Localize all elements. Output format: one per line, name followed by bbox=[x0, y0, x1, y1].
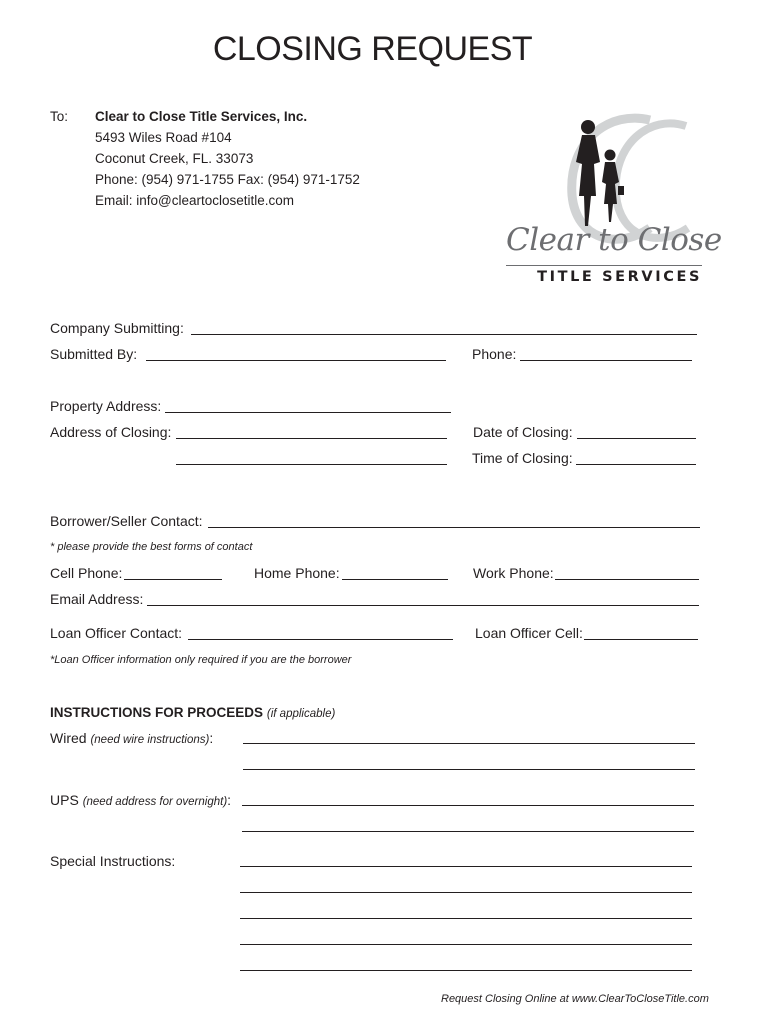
special-instructions-label: Special Instructions: bbox=[50, 853, 176, 869]
home-phone-field[interactable] bbox=[342, 579, 448, 580]
address-line-1: 5493 Wiles Road #104 bbox=[95, 130, 232, 145]
special-instructions-field-4[interactable] bbox=[240, 944, 692, 945]
email-address-field[interactable] bbox=[147, 605, 699, 606]
borrower-seller-contact-label: Borrower/Seller Contact: bbox=[50, 513, 203, 529]
page-title: CLOSING REQUEST bbox=[212, 30, 533, 68]
ups-colon: : bbox=[227, 792, 232, 808]
ups-note: (need address for overnight) bbox=[82, 796, 228, 808]
address-of-closing-field[interactable] bbox=[176, 438, 447, 439]
wired-label bbox=[50, 730, 213, 746]
loan-officer-contact-field[interactable] bbox=[188, 639, 453, 640]
phone-field[interactable] bbox=[520, 360, 692, 361]
proceeds-heading bbox=[50, 704, 335, 720]
ups-label bbox=[50, 792, 231, 808]
ups-field-2[interactable] bbox=[242, 831, 694, 832]
special-instructions-field-3[interactable] bbox=[240, 918, 692, 919]
borrower-seller-contact-field[interactable] bbox=[208, 527, 700, 528]
wired-colon: : bbox=[209, 730, 214, 746]
address-of-closing-field-2[interactable] bbox=[176, 464, 447, 465]
cell-phone-label: Cell Phone: bbox=[50, 565, 123, 581]
email-address-label: Email Address: bbox=[50, 591, 144, 607]
submitted-by-label: Submitted By: bbox=[50, 346, 138, 362]
property-address-field[interactable] bbox=[165, 412, 451, 413]
phone-label: Phone: bbox=[472, 346, 517, 362]
company-submitting-field[interactable] bbox=[191, 334, 697, 335]
ups-field-1[interactable] bbox=[242, 805, 694, 806]
submitted-by-field[interactable] bbox=[146, 360, 446, 361]
loan-officer-cell-field[interactable] bbox=[584, 639, 698, 640]
property-address-label: Property Address: bbox=[50, 398, 162, 414]
date-of-closing-field[interactable] bbox=[577, 438, 696, 439]
to-label: To: bbox=[50, 109, 69, 124]
home-phone-label: Home Phone: bbox=[254, 565, 340, 581]
contact-note: * please provide the best forms of contact bbox=[50, 541, 253, 553]
wired-label-text: Wired bbox=[50, 730, 87, 746]
logo-rule bbox=[506, 265, 702, 266]
time-of-closing-label: Time of Closing: bbox=[472, 450, 573, 466]
ups-label-text: UPS bbox=[50, 792, 79, 808]
special-instructions-field-5[interactable] bbox=[240, 970, 692, 971]
company-email: Email: info@cleartoclosetitle.com bbox=[95, 193, 295, 208]
address-of-closing-label: Address of Closing: bbox=[50, 424, 172, 440]
loan-officer-cell-label: Loan Officer Cell: bbox=[475, 625, 583, 641]
logo-script-text: Clear to Close bbox=[506, 222, 722, 258]
date-of-closing-label: Date of Closing: bbox=[473, 424, 573, 440]
footer-text: Request Closing Online at www.ClearToCloseTitle.com bbox=[441, 993, 709, 1005]
loan-officer-note: *Loan Officer information only required if you are the borrower bbox=[50, 654, 352, 666]
work-phone-field[interactable] bbox=[555, 579, 699, 580]
phone-fax: Phone: (954) 971-1755 Fax: (954) 971-1752 bbox=[95, 172, 360, 187]
wired-field-2[interactable] bbox=[243, 769, 695, 770]
proceeds-heading-note: (if applicable) bbox=[266, 708, 336, 720]
company-submitting-label: Company Submitting: bbox=[50, 320, 184, 336]
company-logo bbox=[500, 100, 722, 295]
time-of-closing-field[interactable] bbox=[576, 464, 696, 465]
special-instructions-field-1[interactable] bbox=[240, 866, 692, 867]
work-phone-label: Work Phone: bbox=[473, 565, 554, 581]
wired-field-1[interactable] bbox=[243, 743, 695, 744]
special-instructions-field-2[interactable] bbox=[240, 892, 692, 893]
proceeds-heading-text: INSTRUCTIONS FOR PROCEEDS bbox=[50, 705, 264, 720]
address-line-2: Coconut Creek, FL. 33073 bbox=[95, 151, 254, 166]
company-name: Clear to Close Title Services, Inc. bbox=[95, 109, 308, 124]
logo-sub-text: TITLE SERVICES bbox=[537, 269, 702, 285]
cell-phone-field[interactable] bbox=[124, 579, 222, 580]
wired-note: (need wire instructions) bbox=[90, 734, 210, 746]
loan-officer-contact-label: Loan Officer Contact: bbox=[50, 625, 183, 641]
